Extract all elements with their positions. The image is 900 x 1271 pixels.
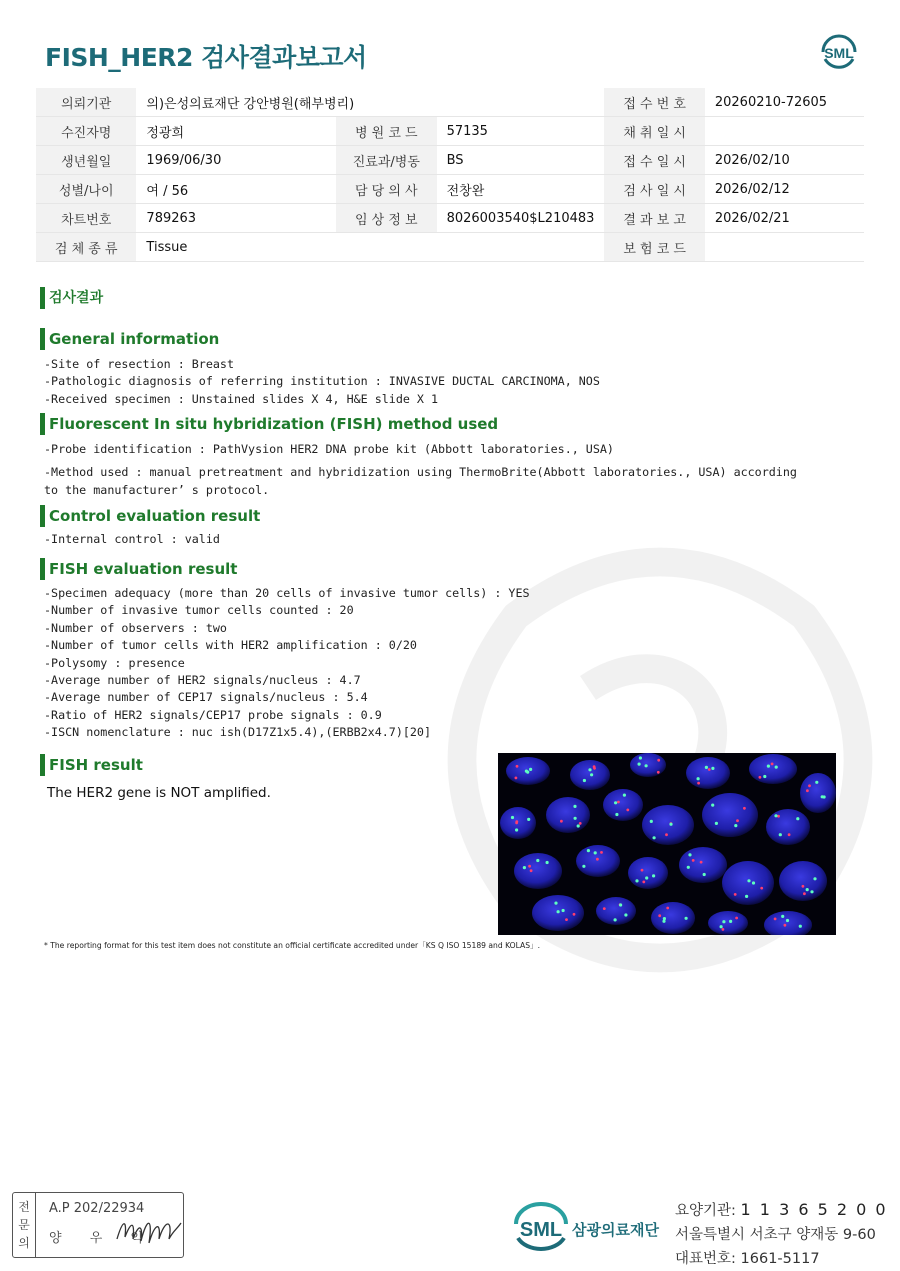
info-label: 담 당 의 사 [336,175,437,204]
info-value: Tissue [136,233,604,262]
general-info-lines [44,356,600,408]
cep17-signal [652,874,655,877]
cep17-signal [806,888,809,891]
cep17-signal [590,773,593,776]
her2-signal [774,918,777,921]
info-value: 의)은성의료재단 강안병원(해부병리) [136,88,604,117]
cep17-signal [711,767,714,770]
her2-signal [565,918,568,921]
cell-nucleus [603,789,643,821]
info-label: 수진자명 [36,117,136,146]
pathologist-name: 양 우 익 [49,1231,155,1246]
cep17-signal [583,779,586,782]
cell-nucleus [576,845,620,877]
cep17-signal [774,814,777,817]
info-row [36,204,864,233]
cep17-signal [546,861,549,864]
evaluation-heading: FISH evaluation result [40,558,237,580]
cell-nucleus [642,805,694,845]
cep17-signal [752,881,755,884]
cep17-signal [623,794,626,797]
cep17-signal [587,849,590,852]
her2-signal [603,907,606,910]
cep17-signal [796,817,799,820]
signature-icon [113,1209,183,1253]
text-line: -Average number of CEP17 signals/nucleus : 5.4 [44,690,368,705]
info-label: 생년월일 [36,146,136,175]
page-title: FISH_HER2 검사결과보고서 [45,43,367,72]
cep17-signal [653,836,656,839]
her2-signal [617,801,620,804]
pathologist-license-number: A.P 202/22934 [49,1201,145,1216]
her2-signal [516,765,519,768]
cep17-signal [663,917,666,920]
cep17-signal [729,920,732,923]
text-line: -Specimen adequacy (more than 20 cells of invasive tumor cells) : YES [44,586,530,600]
her2-signal [600,851,603,854]
info-label: 검 사 일 시 [604,175,704,204]
footer-contact-info [675,1198,888,1271]
info-value: 정광희 [136,117,336,146]
cep17-signal [734,824,737,827]
cep17-signal [529,768,532,771]
cep17-signal [527,818,530,821]
info-label: 채 취 일 시 [604,117,704,146]
footer-reg-value: 1 1 3 6 5 2 0 0 [740,1200,888,1219]
her2-signal [743,807,746,810]
cep17-signal [557,910,560,913]
control-heading: Control evaluation result [40,505,260,527]
info-value: 2026/02/10 [705,146,864,175]
cell-nucleus [702,793,758,837]
cell-nucleus [630,753,666,777]
cell-nucleus [679,847,727,883]
cell-nucleus [722,861,774,905]
info-label: 결 과 보 고 [604,204,704,233]
footer-reg-line [675,1198,888,1223]
pathologist-stamp [12,1192,184,1258]
cep17-signal [775,766,778,769]
text-line: -Received specimen : Unstained slides X 4, H&E slide X 1 [44,391,439,406]
her2-signal [771,763,774,766]
cell-nucleus [500,807,536,839]
cep17-signal [525,770,528,773]
info-value [705,117,864,146]
info-value: 2026/02/21 [705,204,864,233]
info-value: 2026/02/12 [705,175,864,204]
info-row [36,175,864,204]
footer-phone-label: 대표번호: [675,1251,741,1267]
text-line: -Site of resection : Breast [44,357,234,371]
text-line: -Number of invasive tumor cells counted : 20 [44,603,354,618]
info-row [36,146,864,175]
patient-info-table [36,88,864,262]
cep17-signal [619,903,622,906]
her2-signal [515,820,518,823]
info-value: BS [437,146,605,175]
her2-signal [666,907,669,910]
cep17-signal [786,919,789,922]
cep17-signal [645,876,648,879]
cep17-signal [624,913,627,916]
text-line: -Average number of HER2 signals/nucleus : 4.7 [44,673,361,688]
her2-signal [735,917,738,920]
fish-method-heading: Fluorescent In situ hybridization (FISH) method used [40,413,498,435]
cep17-signal [574,817,577,820]
text-line: -ISCN nomenclature : nuc ish(D17Z1x5.4),(ERBB2x4.7)[20] [44,725,432,740]
info-value: 57135 [437,117,605,146]
info-row [36,88,864,117]
footer-phone-line [675,1247,888,1271]
cep17-signal [781,915,784,918]
fish-result-text: The HER2 gene is NOT amplified. [47,785,271,801]
her2-signal [560,820,563,823]
cep17-signal [577,824,580,827]
cep17-signal [523,866,526,869]
her2-signal [573,913,576,916]
stamp-char: 문 [18,1218,30,1232]
cep17-signal [687,866,690,869]
general-info-heading: General information [40,328,219,350]
cep17-signal [810,890,813,893]
cell-nucleus [570,760,610,790]
info-value: 여 / 56 [136,175,336,204]
her2-signal [722,928,725,931]
her2-signal [593,767,596,770]
cep17-signal [582,865,585,868]
evaluation-lines [44,585,530,742]
cell-nucleus [514,853,562,889]
info-label: 임 상 정 보 [336,204,437,233]
cep17-signal [639,756,642,759]
cep17-signal [763,775,766,778]
info-value: 전창완 [437,175,605,204]
cep17-signal [703,873,706,876]
her2-signal [657,759,660,762]
her2-signal [802,885,805,888]
her2-signal [708,768,711,771]
cell-nucleus [651,902,695,934]
her2-signal [806,789,809,792]
cep17-signal [711,804,714,807]
her2-signal [657,771,660,774]
cell-nucleus [708,911,748,935]
stamp-char: 의 [18,1236,30,1250]
info-value: 20260210-72605 [705,88,864,117]
footer-phone-value: 1661-5117 [740,1251,820,1267]
info-label: 보 험 코 드 [604,233,704,262]
cep17-signal [614,801,617,804]
her2-signal [528,865,531,868]
cell-nucleus [546,797,590,833]
info-row [36,117,864,146]
info-label: 차트번호 [36,204,136,233]
stamp-char: 전 [18,1200,30,1214]
cell-nucleus [628,857,668,889]
fish-microscopy-image [498,753,836,935]
cep17-signal [705,766,708,769]
cell-nucleus [749,754,797,784]
footer-address: 서울특별시 서초구 양재동 9-60 [675,1227,876,1243]
cep17-signal [722,920,725,923]
cep17-signal [515,828,518,831]
info-label: 진료과/병동 [336,146,437,175]
cep17-signal [635,879,638,882]
info-value: 1969/06/30 [136,146,336,175]
her2-signal [626,809,629,812]
footer-reg-label: 요양기관: [675,1203,741,1219]
cep17-signal [745,895,748,898]
her2-signal [803,892,806,895]
cep17-signal [554,902,557,905]
method-line: -Probe identification : PathVysion HER2 DNA probe kit (Abbott laboratories., USA) [44,442,614,456]
sml-logo-text: SML [824,45,854,61]
info-label: 성별/나이 [36,175,136,204]
her2-signal [736,819,739,822]
cep17-signal [799,925,802,928]
cep17-signal [511,816,514,819]
her2-signal [784,924,787,927]
text-line: -Number of observers : two [44,620,227,635]
cep17-signal [779,833,782,836]
her2-signal [788,833,791,836]
cep17-signal [815,781,818,784]
her2-signal [579,822,582,825]
cep17-signal [697,777,700,780]
her2-signal [665,833,668,836]
her2-signal [759,776,762,779]
cep17-signal [614,918,617,921]
her2-signal [596,858,599,861]
control-line: -Internal control : valid [44,532,220,546]
cell-nucleus [766,809,810,845]
cep17-signal [767,765,770,768]
cep17-signal [747,879,750,882]
info-value: 8026003540$L210483 [437,204,605,233]
text-line: -Ratio of HER2 signals/CEP17 probe signals : 0.9 [44,707,382,722]
cep17-signal [669,823,672,826]
method-line: to the manufacturer’ s protocol. [44,483,270,497]
her2-signal [808,784,811,787]
sml-logo-icon [815,28,863,76]
info-value: 789263 [136,204,336,233]
cell-nucleus [800,773,836,813]
info-row [36,233,864,262]
cell-nucleus [779,861,827,901]
cep17-signal [573,805,576,808]
info-value [705,233,864,262]
microscopy-svg [498,753,836,935]
sml-footer-logo-icon [510,1200,572,1256]
method-line: -Method used : manual pretreatment and hybridization using ThermoBrite(Abbott laboratories., USA) according [44,465,797,479]
her2-signal [530,869,533,872]
her2-signal [697,782,700,785]
cep17-signal [562,909,565,912]
her2-signal [700,861,703,864]
footer-logo-text: SML [519,1219,563,1241]
cep17-signal [638,763,641,766]
fish-result-heading: FISH result [40,754,143,776]
cep17-signal [645,764,648,767]
cep17-signal [650,820,653,823]
info-label: 의뢰기관 [36,88,136,117]
her2-signal [760,887,763,890]
cep17-signal [688,853,691,856]
her2-signal [658,914,661,917]
info-label: 검 체 종 류 [36,233,136,262]
cep17-signal [715,822,718,825]
cep17-signal [536,859,539,862]
cell-nucleus [686,757,730,789]
stamp-side-label [13,1193,36,1257]
her2-signal [642,881,645,884]
text-line: -Number of tumor cells with HER2 amplification : 0/20 [44,638,417,653]
info-label: 병 원 코 드 [336,117,437,146]
results-heading: 검사결과 [40,287,103,309]
cep17-signal [594,851,597,854]
text-line: -Polysomy : presence [44,655,185,670]
disclaimer-note: * The reporting format for this test item does not constitute an official certificate accredited under「KS Q ISO 15189 and KOLAS」. [44,941,541,950]
cep17-signal [615,813,618,816]
her2-signal [734,893,737,896]
her2-signal [515,777,518,780]
cep17-signal [662,920,665,923]
footer-org-name: 삼광의료재단 [572,1221,659,1239]
her2-signal [692,859,695,862]
cep17-signal [720,925,723,928]
info-label: 접 수 번 호 [604,88,704,117]
cep17-signal [588,768,591,771]
info-label: 접 수 일 시 [604,146,704,175]
her2-signal [641,869,644,872]
cep17-signal [813,877,816,880]
cep17-signal [821,795,824,798]
text-line: -Pathologic diagnosis of referring institution : INVASIVE DUCTAL CARCINOMA, NOS [44,374,600,389]
cep17-signal [685,917,688,920]
